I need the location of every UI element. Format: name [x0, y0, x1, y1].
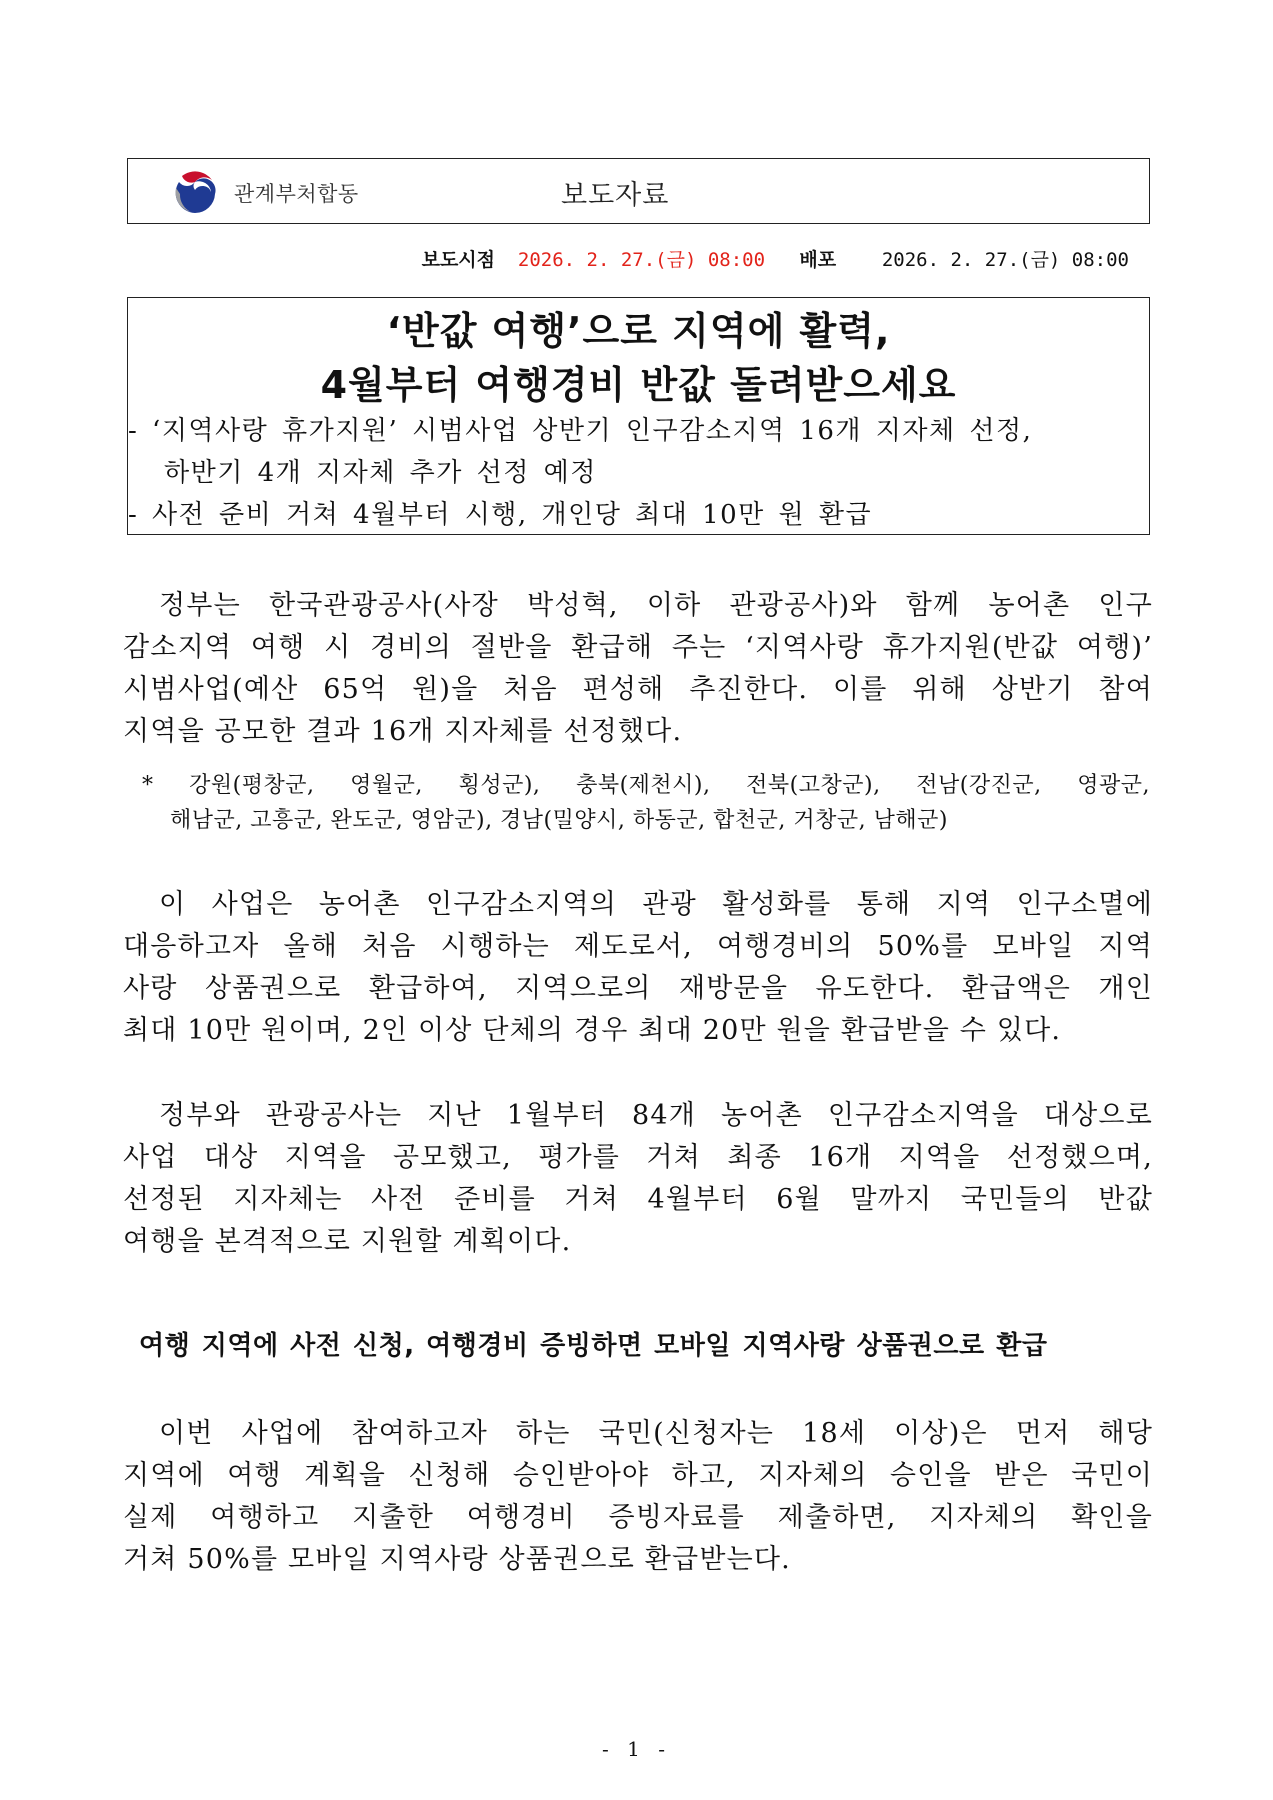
headline-box [127, 297, 1150, 535]
paragraph-line: 최대 10만 원이며, 2인 이상 단체의 경우 최대 20만 원을 환급받을 수 있다. [123, 1015, 1062, 1046]
headline-line-1: ‘반값 여행’으로 지역에 활력, [386, 309, 891, 353]
paragraph-line: 감소지역 여행 시 경비의 절반을 환급해 주는 ‘지역사랑 휴가지원(반값 여행)’ [123, 632, 1153, 663]
selected-regions-footnote [142, 768, 1150, 838]
release-info [422, 245, 1129, 272]
paragraph-line: 대응하고자 올해 처음 시행하는 제도로서, 여행경비의 50%를 모바일 지역 [123, 931, 1153, 962]
embargo-time: 2026. 2. 27.(금) 08:00 [517, 249, 766, 271]
paragraph-line: 지역에 여행 계획을 신청해 승인받아야 하고, 지자체의 승인을 받은 국민이 [123, 1460, 1153, 1491]
distribution-time: 2026. 2. 27.(금) 08:00 [881, 249, 1129, 271]
footnote-line: * 강원(평창군, 영월군, 횡성군), 충북(제천시), 전북(고창군), 전남(강진군, 영광군, [142, 773, 1150, 798]
paragraph-line: 사랑 상품권으로 환급하여, 지역으로의 재방문을 유도한다. 환급액은 개인 [123, 973, 1153, 1004]
ministry-name: 관계부처합동 [234, 182, 359, 206]
paragraph-line: 거쳐 50%를 모바일 지역사랑 상품권으로 환급받는다. [123, 1544, 791, 1575]
summary-bullet-1: - ‘지역사랑 휴가지원’ 시범사업 상반기 인구감소지역 16개 지자체 선정, [128, 416, 1033, 446]
body-paragraph-3 [123, 1095, 1153, 1263]
paragraph-line: 실제 여행하고 지출한 여행경비 증빙자료를 제출하면, 지자체의 확인을 [123, 1502, 1153, 1533]
paragraph-line: 이번 사업에 참여하고자 하는 국민(신청자는 18세 이상)은 먼저 해당 [159, 1418, 1153, 1449]
press-release-header [127, 158, 1150, 224]
embargo-label: 보도시점 [421, 249, 496, 271]
footnote-line: 해남군, 고흥군, 완도군, 영암군), 경남(밀양시, 하동군, 합천군, 거창군, 남해군) [170, 808, 948, 833]
paragraph-line: 지역을 공모한 결과 16개 지자체를 선정했다. [123, 716, 683, 747]
body-paragraph-1 [123, 585, 1153, 753]
headline-line-2: 4월부터 여행경비 반값 돌려받으세요 [320, 363, 957, 407]
paragraph-line: 정부와 관광공사는 지난 1월부터 84개 농어촌 인구감소지역을 대상으로 [159, 1100, 1153, 1131]
document-type: 보도자료 [561, 180, 670, 211]
distribution-label: 배포 [799, 249, 837, 271]
paragraph-line: 사업 대상 지역을 공모했고, 평가를 거쳐 최종 16개 지역을 선정했으며, [123, 1142, 1153, 1173]
section-subheading: 여행 지역에 사전 신청, 여행경비 증빙하면 모바일 지역사랑 상품권으로 환급 [139, 1331, 1048, 1361]
paragraph-line: 시범사업(예산 65억 원)을 처음 편성해 추진한다. 이를 위해 상반기 참여 [123, 674, 1153, 705]
paragraph-line: 여행을 본격적으로 지원할 계획이다. [123, 1226, 572, 1257]
summary-bullet-2: - 사전 준비 거쳐 4월부터 시행, 개인당 최대 10만 원 환급 [128, 500, 873, 530]
summary-bullet-1-continuation: 하반기 4개 지자체 추가 선정 예정 [164, 458, 597, 488]
paragraph-line: 이 사업은 농어촌 인구감소지역의 관광 활성화를 통해 지역 인구소멸에 [159, 889, 1153, 920]
paragraph-line: 선정된 지자체는 사전 준비를 거쳐 4월부터 6월 말까지 국민들의 반값 [123, 1184, 1153, 1215]
paragraph-line: 정부는 한국관광공사(사장 박성혁, 이하 관광공사)와 함께 농어촌 인구 [159, 590, 1153, 621]
page-number: - 1 - [602, 1737, 671, 1761]
korea-government-logo-icon [171, 168, 219, 216]
body-paragraph-4 [123, 1413, 1153, 1581]
body-paragraph-2 [123, 884, 1153, 1052]
